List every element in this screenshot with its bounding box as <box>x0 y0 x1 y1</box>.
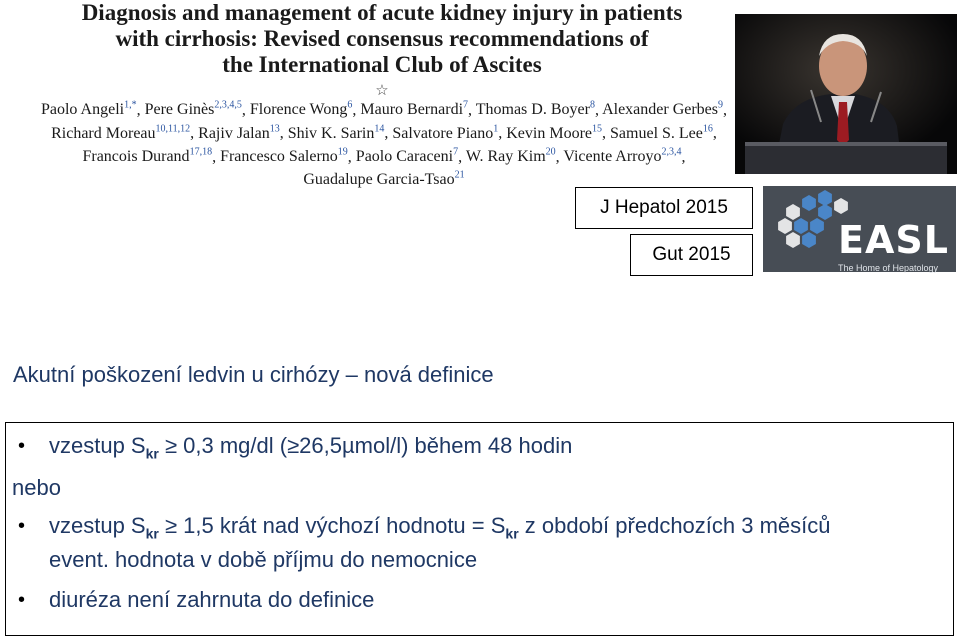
author-affiliation: 8 <box>589 100 595 111</box>
presenter-photo-image <box>735 14 957 174</box>
hexagon-cell <box>786 232 800 248</box>
author-name: Rajiv Jalan$^{13}$ <box>198 123 280 142</box>
author-name: Florence Wong$^6$ <box>249 100 353 119</box>
citation-gut: Gut 2015 <box>630 234 753 276</box>
or-label: nebo <box>12 475 61 500</box>
author-name: Guadalupe Garcia-Tsao$^{21}$ <box>303 169 465 189</box>
hexagon-cell <box>834 198 848 214</box>
author-affiliation: 16 <box>702 123 713 135</box>
presenter-photo <box>735 14 957 174</box>
author-name: Paolo Caraceni$^7$ <box>355 146 459 165</box>
hexagon-cell <box>786 204 800 220</box>
citation-j-hepatol: J Hepatol 2015 <box>575 187 753 229</box>
hexagon-cell <box>818 190 832 206</box>
section-heading: Akutní poškození ledvin u cirhózy – nová definice <box>13 362 494 387</box>
author-name: Salvatore Piano$^1$ <box>392 123 499 142</box>
hexagon-cell <box>778 218 792 234</box>
author-affiliation: 17,18 <box>189 146 213 158</box>
author-list: Paolo Angeli$^{1,*}$, Pere Ginès$^{2,3,4,5}$, Florence Wong$^6$, Mauro Bernardi$^7$, Thomas D. Boyer$^8$, Alexander Gerbes$^9$, Richard Moreau$^{10,11,12}$, Rajiv Jalan$^{13}$, Shiv K. Sarin$^{14}$, Salvatore Piano$^1$, Kevin Moore$^{15}$, Samuel S. Lee$^{16}$, Francois Durand$^{17,18}$, Francesco Salerno$^{19}$, Paolo Caraceni$^7$, W. Ray Kim$^{20}$, Vicente Arroyo$^{2,3,4}$, Guadalupe Garcia-Tsao$^{21}$ <box>40 100 728 189</box>
author-name: Kevin Moore$^{15}$ <box>506 123 603 142</box>
author-affiliation: 20 <box>545 146 556 158</box>
author-name: Richard Moreau$^{10,11,12}$ <box>51 123 191 142</box>
hexagon-cell <box>818 204 832 220</box>
author-affiliation: 1 <box>493 123 499 135</box>
bullet-icon: • <box>18 435 26 457</box>
paper-title <box>12 0 752 104</box>
hexagon-cell <box>802 232 816 248</box>
author-name: W. Ray Kim$^{20}$ <box>465 146 556 165</box>
hexagon-cell <box>810 218 824 234</box>
criterion-2-continuation: event. hodnota v době příjmu do nemocnice <box>49 547 478 572</box>
author-name: Shiv K. Sarin$^{14}$ <box>287 123 385 142</box>
author-affiliation: 19 <box>337 146 348 158</box>
author-affiliation: 6 <box>347 100 353 111</box>
paper-title-line: with cirrhosis: Revised consensus recommendations of <box>115 26 649 51</box>
author-name: Francois Durand$^{17,18}$ <box>82 146 213 165</box>
author-name: Paolo Angeli$^{1,*}$ <box>40 100 137 119</box>
criterion-1: vzestup $S_{kr} \ge 0,3$ mg/dl (≥26,5µmol/l) během 48 hodin <box>49 433 573 462</box>
hexagon-cell <box>802 195 816 211</box>
author-name: Thomas D. Boyer$^8$ <box>475 100 595 119</box>
paper-title-line: Diagnosis and management of acute kidney injury in patients <box>81 0 683 25</box>
author-affiliation: 9 <box>718 100 724 111</box>
definition-box <box>5 422 954 636</box>
author-affiliation: 14 <box>374 123 385 135</box>
easl-logo-subtitle: The Home of Hepatology <box>838 263 939 273</box>
easl-logo-text: EASL <box>838 218 949 262</box>
author-name: Alexander Gerbes$^9$ <box>602 100 724 119</box>
author-affiliation: 1,* <box>124 100 137 111</box>
criterion-3: diuréza není zahrnuta do definice <box>49 587 375 612</box>
author-name: Vicente Arroyo$^{2,3,4}$ <box>563 146 682 165</box>
author-name: Mauro Bernardi$^7$ <box>360 100 469 119</box>
hexagon-cell <box>794 218 808 234</box>
author-affiliation: 2,3,4 <box>661 146 682 158</box>
bullet-icon: • <box>18 589 26 611</box>
author-name: Francesco Salerno$^{19}$ <box>220 146 348 165</box>
author-affiliation: 7 <box>463 100 469 111</box>
author-name: Samuel S. Lee$^{16}$ <box>610 123 713 142</box>
star-icon: ☆ <box>375 83 389 99</box>
author-name: Pere Ginès$^{2,3,4,5}$ <box>144 100 242 119</box>
author-affiliation: 7 <box>453 146 459 158</box>
author-affiliation: 10,11,12 <box>155 123 191 135</box>
author-affiliation: 13 <box>269 123 280 135</box>
criterion-2: vzestup $S_{kr} \ge 1,5$ krát nad výchozí hodnotu = $S_{kr}$ z období předchozích 3 měsíců <box>49 513 831 542</box>
author-affiliation: 15 <box>592 123 603 135</box>
author-affiliation: 2,3,4,5 <box>214 100 242 111</box>
paper-title-line: the International Club of Ascites ☆ <box>12 52 752 104</box>
author-affiliation: 21 <box>454 169 465 181</box>
bullet-icon: • <box>18 515 26 537</box>
